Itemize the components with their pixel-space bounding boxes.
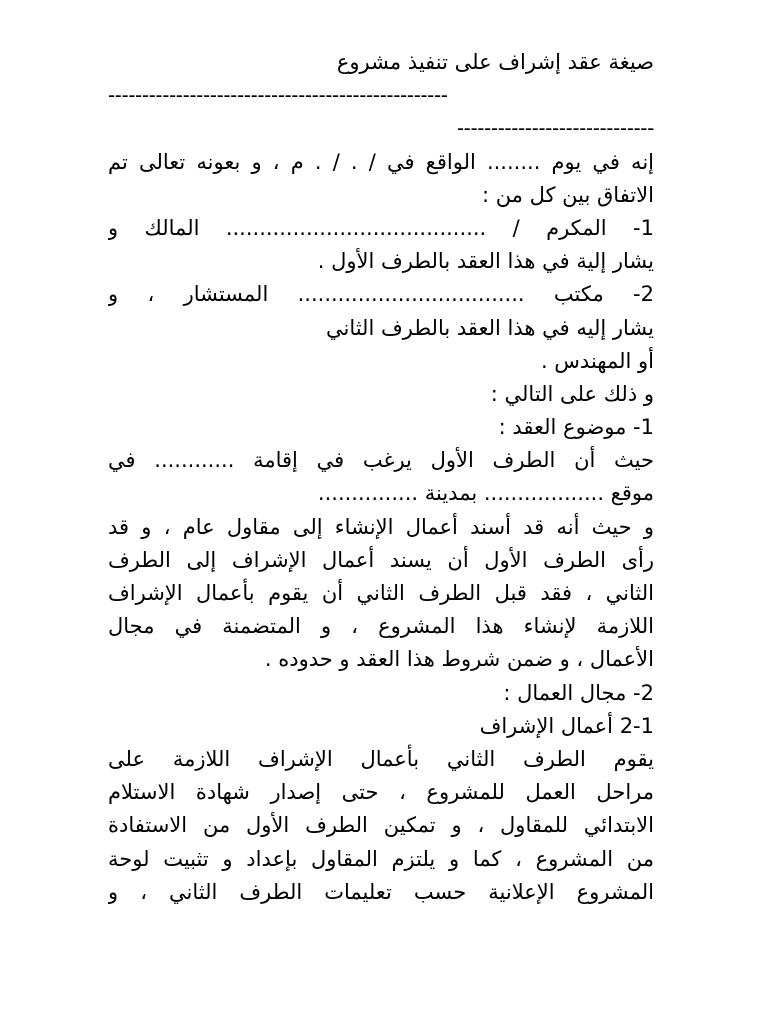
- text-line: مراحل العمل للمشروع ، حتى إصدار شهادة الاستلام: [108, 780, 654, 805]
- separator-line: --------------------------------------------------: [108, 84, 448, 108]
- text-line: الاتفاق بين كل من :: [481, 182, 654, 207]
- text-line: 1- المكرم / ....................................... المالك و: [108, 215, 654, 240]
- section-heading: 1- موضوع العقد :: [498, 415, 654, 440]
- text-line: الثاني ، فقد قبل الطرف الثاني أن يقوم بأعمال الإشراف: [108, 581, 654, 605]
- text-line: إنه في يوم ........ الواقع في / . / . م ، و بعونه تعالى تم: [108, 149, 654, 174]
- text-line: الأعمال ، و ضمن شروط هذا العقد و حدوده .: [264, 647, 654, 672]
- contract-text: [108, 46, 654, 909]
- text-line: حيث أن الطرف الأول يرغب في إقامة ............ في: [108, 448, 654, 473]
- section-heading: 2- مجال العمال :: [503, 680, 654, 705]
- text-line: موقع .................. بمدينة ...............: [317, 481, 654, 506]
- text-line: اللازمة لإنشاء هذا المشروع ، و المتضمنة في مجال: [108, 614, 654, 639]
- text-line: رأى الطرف الأول أن يسند أعمال الإشراف إلى الطرف: [108, 547, 654, 572]
- text-line: يشار إليه في هذا العقد بالطرف الثاني: [325, 315, 654, 340]
- text-line: أو المهندس .: [540, 348, 654, 373]
- text-line: و ذلك على التالي :: [490, 381, 654, 406]
- text-line: و حيث أنه قد أسند أعمال الإنشاء إلى مقاول عام ، و قد: [108, 514, 654, 539]
- separator-line: -----------------------------: [456, 117, 654, 141]
- text-line: من المشروع ، كما و يلتزم المقاول بإعداد و تثبيت لوحة: [108, 846, 654, 871]
- text-line: 2- مكتب .................................. المستشار ، و: [108, 282, 654, 307]
- text-line: يشار إلية في هذا العقد بالطرف الأول .: [317, 249, 654, 274]
- document-title: صيغة عقد إشراف على تنفيذ مشروع: [336, 50, 654, 74]
- text-line: المشروع الإعلانية حسب تعليمات الطرف الثاني ، و: [108, 879, 654, 904]
- subsection-heading: 2-1 أعمال الإشراف: [479, 713, 654, 738]
- text-line: الابتدائي للمقاول ، و تمكين الطرف الأول من الاستفادة: [108, 813, 654, 838]
- text-line: يقوم الطرف الثاني بأعمال الإشراف اللازمة على: [108, 746, 654, 771]
